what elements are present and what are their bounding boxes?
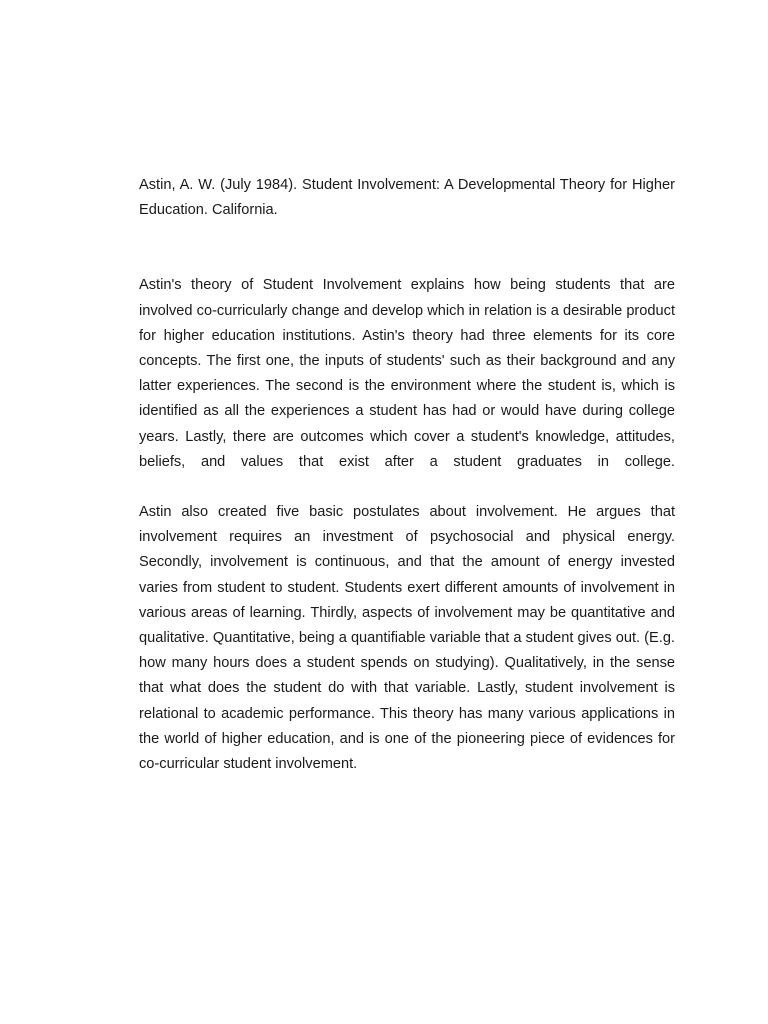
paragraph-theory-overview: Astin's theory of Student Involvement explains how being students that are involved co-curricularly change and develop which in relation is a desirable product for higher education institutions. Astin's theory had three elements for its core concepts. The first one, the inputs of students' such as their background and any latter experiences. The second is the environment where the student is, which is identified as all the experiences a student has had or would have during college years. Lastly, there are outcomes which cover a student's knowledge, attitudes, beliefs, and values that exist after a student graduates in college.: [139, 277, 675, 470]
document-body: [139, 173, 675, 802]
citation-reference: Astin, A. W. (July 1984). Student Involvement: A Developmental Theory for Higher Education. California.: [139, 177, 675, 219]
paragraph-postulates: Astin also created five basic postulates about involvement. He argues that involvement requires an investment of psychosocial and physical energy. Secondly, involvement is continuous, and that the amount of energy invested varies from student to student. Students exert different amounts of involvement in various areas of learning. Thirdly, aspects of involvement may be quantitative and qualitative. Quantitative, being a quantifiable variable that a student gives out. (E.g. how many hours does a student spends on studying). Qualitatively, in the sense that what does the student do with that variable. Lastly, student involvement is relational to academic performance. This theory has many various applications in the world of higher education, and is one of the pioneering piece of evidences for co-curricular student involvement.: [139, 504, 675, 773]
